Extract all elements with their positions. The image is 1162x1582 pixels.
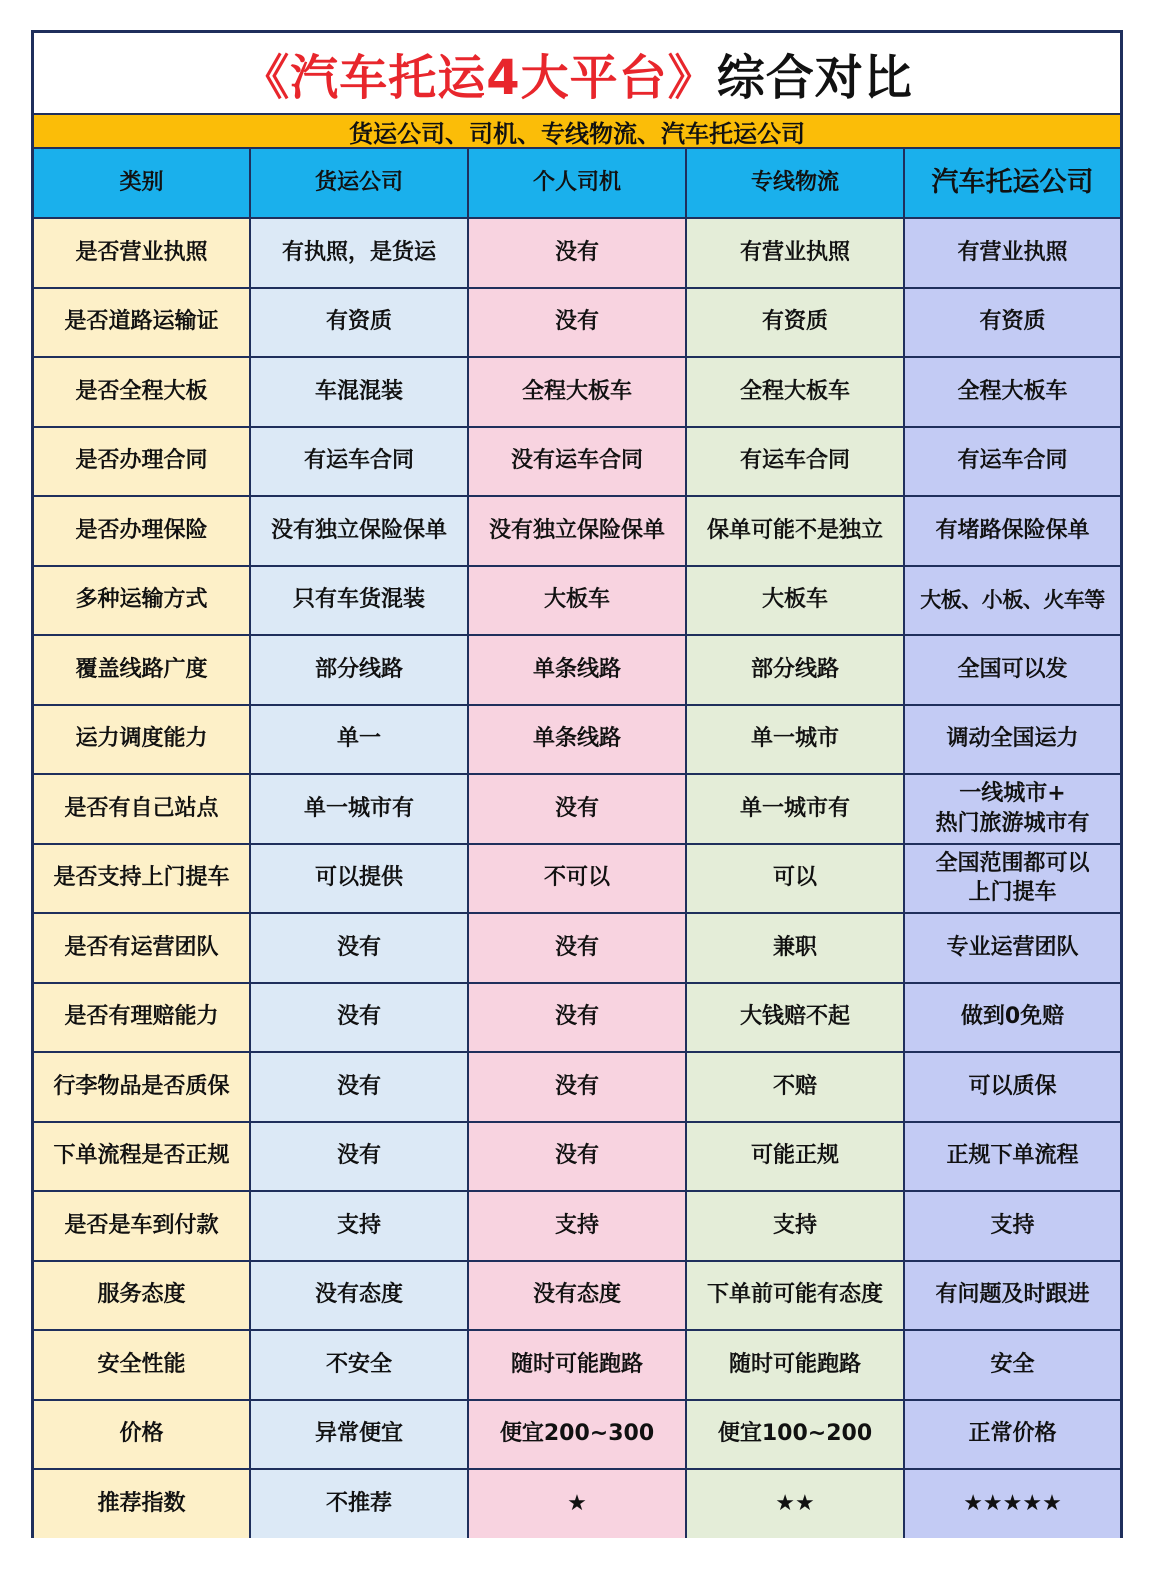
- cell-category: 是否支持上门提车: [34, 844, 250, 914]
- cell-dedicated-logistics: ★★: [686, 1469, 904, 1538]
- cell-freight-company: 支持: [250, 1191, 468, 1261]
- cell-dedicated-logistics: 不赔: [686, 1052, 904, 1122]
- cell-private-driver: 没有: [468, 218, 686, 288]
- cell-car-shipping-company: ★★★★★: [904, 1469, 1120, 1538]
- table-row: [34, 1469, 1120, 1538]
- table-row: [34, 357, 1120, 427]
- cell-dedicated-logistics: 下单前可能有态度: [686, 1261, 904, 1331]
- cell-private-driver: 支持: [468, 1191, 686, 1261]
- cell-dedicated-logistics: 可能正规: [686, 1122, 904, 1192]
- cell-freight-company: 部分线路: [250, 635, 468, 705]
- cell-dedicated-logistics: 随时可能跑路: [686, 1330, 904, 1400]
- cell-category: 安全性能: [34, 1330, 250, 1400]
- cell-car-shipping-company: 专业运营团队: [904, 913, 1120, 983]
- cell-freight-company: 有执照，是货运: [250, 218, 468, 288]
- cell-private-driver: 不可以: [468, 844, 686, 914]
- cell-category: 行李物品是否质保: [34, 1052, 250, 1122]
- cell-category: 多种运输方式: [34, 566, 250, 636]
- cell-category: 是否有理赔能力: [34, 983, 250, 1053]
- table-row: [34, 218, 1120, 288]
- cell-freight-company: 可以提供: [250, 844, 468, 914]
- cell-car-shipping-company: 正常价格: [904, 1400, 1120, 1470]
- cell-freight-company: 单一城市有: [250, 774, 468, 844]
- cell-car-shipping-company: 大板、小板、火车等: [904, 566, 1120, 636]
- cell-freight-company: 没有: [250, 913, 468, 983]
- header-row: [34, 149, 1120, 218]
- cell-dedicated-logistics: 有运车合同: [686, 427, 904, 497]
- cell-car-shipping-company: 调动全国运力: [904, 705, 1120, 775]
- cell-dedicated-logistics: 可以: [686, 844, 904, 914]
- cell-freight-company: 车混混装: [250, 357, 468, 427]
- cell-category: 是否有自己站点: [34, 774, 250, 844]
- cell-private-driver: 没有: [468, 983, 686, 1053]
- cell-private-driver: 便宜200~300: [468, 1400, 686, 1470]
- cell-car-shipping-company: 做到0免赔: [904, 983, 1120, 1053]
- cell-car-shipping-company: 有营业执照: [904, 218, 1120, 288]
- cell-private-driver: 没有: [468, 1122, 686, 1192]
- cell-car-shipping-company: 安全: [904, 1330, 1120, 1400]
- cell-private-driver: 没有: [468, 1052, 686, 1122]
- cell-category: 服务态度: [34, 1261, 250, 1331]
- comparison-table: [34, 149, 1120, 1538]
- cell-category: 价格: [34, 1400, 250, 1470]
- cell-freight-company: 异常便宜: [250, 1400, 468, 1470]
- cell-car-shipping-company: 有问题及时跟进: [904, 1261, 1120, 1331]
- table-row: [34, 427, 1120, 497]
- cell-car-shipping-company: 全国范围都可以 上门提车: [904, 844, 1120, 914]
- cell-category: 是否办理合同: [34, 427, 250, 497]
- table-row: [34, 1191, 1120, 1261]
- header-category: 类别: [34, 149, 250, 218]
- cell-freight-company: 单一: [250, 705, 468, 775]
- cell-freight-company: 只有车货混装: [250, 566, 468, 636]
- cell-private-driver: ★: [468, 1469, 686, 1538]
- cell-private-driver: 没有运车合同: [468, 427, 686, 497]
- cell-car-shipping-company: 有运车合同: [904, 427, 1120, 497]
- cell-dedicated-logistics: 支持: [686, 1191, 904, 1261]
- cell-private-driver: 单条线路: [468, 705, 686, 775]
- cell-private-driver: 大板车: [468, 566, 686, 636]
- subtitle-banner: 货运公司、司机、专线物流、汽车托运公司: [34, 113, 1120, 149]
- cell-freight-company: 不推荐: [250, 1469, 468, 1538]
- cell-dedicated-logistics: 大钱赔不起: [686, 983, 904, 1053]
- cell-private-driver: 没有: [468, 913, 686, 983]
- cell-dedicated-logistics: 大板车: [686, 566, 904, 636]
- cell-dedicated-logistics: 单一城市: [686, 705, 904, 775]
- table-row: [34, 844, 1120, 914]
- cell-car-shipping-company: 全国可以发: [904, 635, 1120, 705]
- cell-car-shipping-company: 一线城市+ 热门旅游城市有: [904, 774, 1120, 844]
- cell-freight-company: 有资质: [250, 288, 468, 358]
- cell-category: 下单流程是否正规: [34, 1122, 250, 1192]
- table-row: [34, 774, 1120, 844]
- table-row: [34, 913, 1120, 983]
- cell-dedicated-logistics: 部分线路: [686, 635, 904, 705]
- cell-freight-company: 有运车合同: [250, 427, 468, 497]
- cell-category: 运力调度能力: [34, 705, 250, 775]
- header-dedicated-logistics: 专线物流: [686, 149, 904, 218]
- page-title: [34, 33, 1120, 113]
- table-row: [34, 496, 1120, 566]
- cell-car-shipping-company: 有资质: [904, 288, 1120, 358]
- cell-category: 是否是车到付款: [34, 1191, 250, 1261]
- cell-category: 是否办理保险: [34, 496, 250, 566]
- cell-category: 是否营业执照: [34, 218, 250, 288]
- table-row: [34, 1330, 1120, 1400]
- table-row: [34, 1052, 1120, 1122]
- cell-category: 是否有运营团队: [34, 913, 250, 983]
- title-suffix: 综合对比: [716, 49, 913, 106]
- table-row: [34, 983, 1120, 1053]
- cell-dedicated-logistics: 保单可能不是独立: [686, 496, 904, 566]
- header-car-shipping-company: 汽车托运公司: [904, 149, 1120, 218]
- cell-private-driver: 全程大板车: [468, 357, 686, 427]
- cell-dedicated-logistics: 全程大板车: [686, 357, 904, 427]
- cell-freight-company: 没有: [250, 1122, 468, 1192]
- cell-private-driver: 没有独立保险保单: [468, 496, 686, 566]
- cell-dedicated-logistics: 有资质: [686, 288, 904, 358]
- comparison-sheet: [31, 30, 1123, 1538]
- table-row: [34, 1261, 1120, 1331]
- cell-category: 是否全程大板: [34, 357, 250, 427]
- cell-private-driver: 没有: [468, 288, 686, 358]
- cell-private-driver: 单条线路: [468, 635, 686, 705]
- header-freight-company: 货运公司: [250, 149, 468, 218]
- cell-freight-company: 没有: [250, 983, 468, 1053]
- cell-freight-company: 没有态度: [250, 1261, 468, 1331]
- table-row: [34, 1122, 1120, 1192]
- cell-private-driver: 没有态度: [468, 1261, 686, 1331]
- cell-category: 是否道路运输证: [34, 288, 250, 358]
- cell-freight-company: 没有: [250, 1052, 468, 1122]
- cell-private-driver: 没有: [468, 774, 686, 844]
- table-row: [34, 288, 1120, 358]
- cell-private-driver: 随时可能跑路: [468, 1330, 686, 1400]
- table-row: [34, 705, 1120, 775]
- cell-freight-company: 不安全: [250, 1330, 468, 1400]
- cell-car-shipping-company: 全程大板车: [904, 357, 1120, 427]
- cell-car-shipping-company: 支持: [904, 1191, 1120, 1261]
- table-row: [34, 566, 1120, 636]
- title-prefix: 《汽车托运4大平台》: [241, 49, 717, 106]
- cell-car-shipping-company: 可以质保: [904, 1052, 1120, 1122]
- cell-dedicated-logistics: 兼职: [686, 913, 904, 983]
- table-row: [34, 1400, 1120, 1470]
- cell-dedicated-logistics: 便宜100~200: [686, 1400, 904, 1470]
- cell-dedicated-logistics: 单一城市有: [686, 774, 904, 844]
- table-row: [34, 635, 1120, 705]
- cell-dedicated-logistics: 有营业执照: [686, 218, 904, 288]
- cell-category: 推荐指数: [34, 1469, 250, 1538]
- cell-category: 覆盖线路广度: [34, 635, 250, 705]
- header-private-driver: 个人司机: [468, 149, 686, 218]
- cell-freight-company: 没有独立保险保单: [250, 496, 468, 566]
- cell-car-shipping-company: 正规下单流程: [904, 1122, 1120, 1192]
- cell-car-shipping-company: 有堵路保险保单: [904, 496, 1120, 566]
